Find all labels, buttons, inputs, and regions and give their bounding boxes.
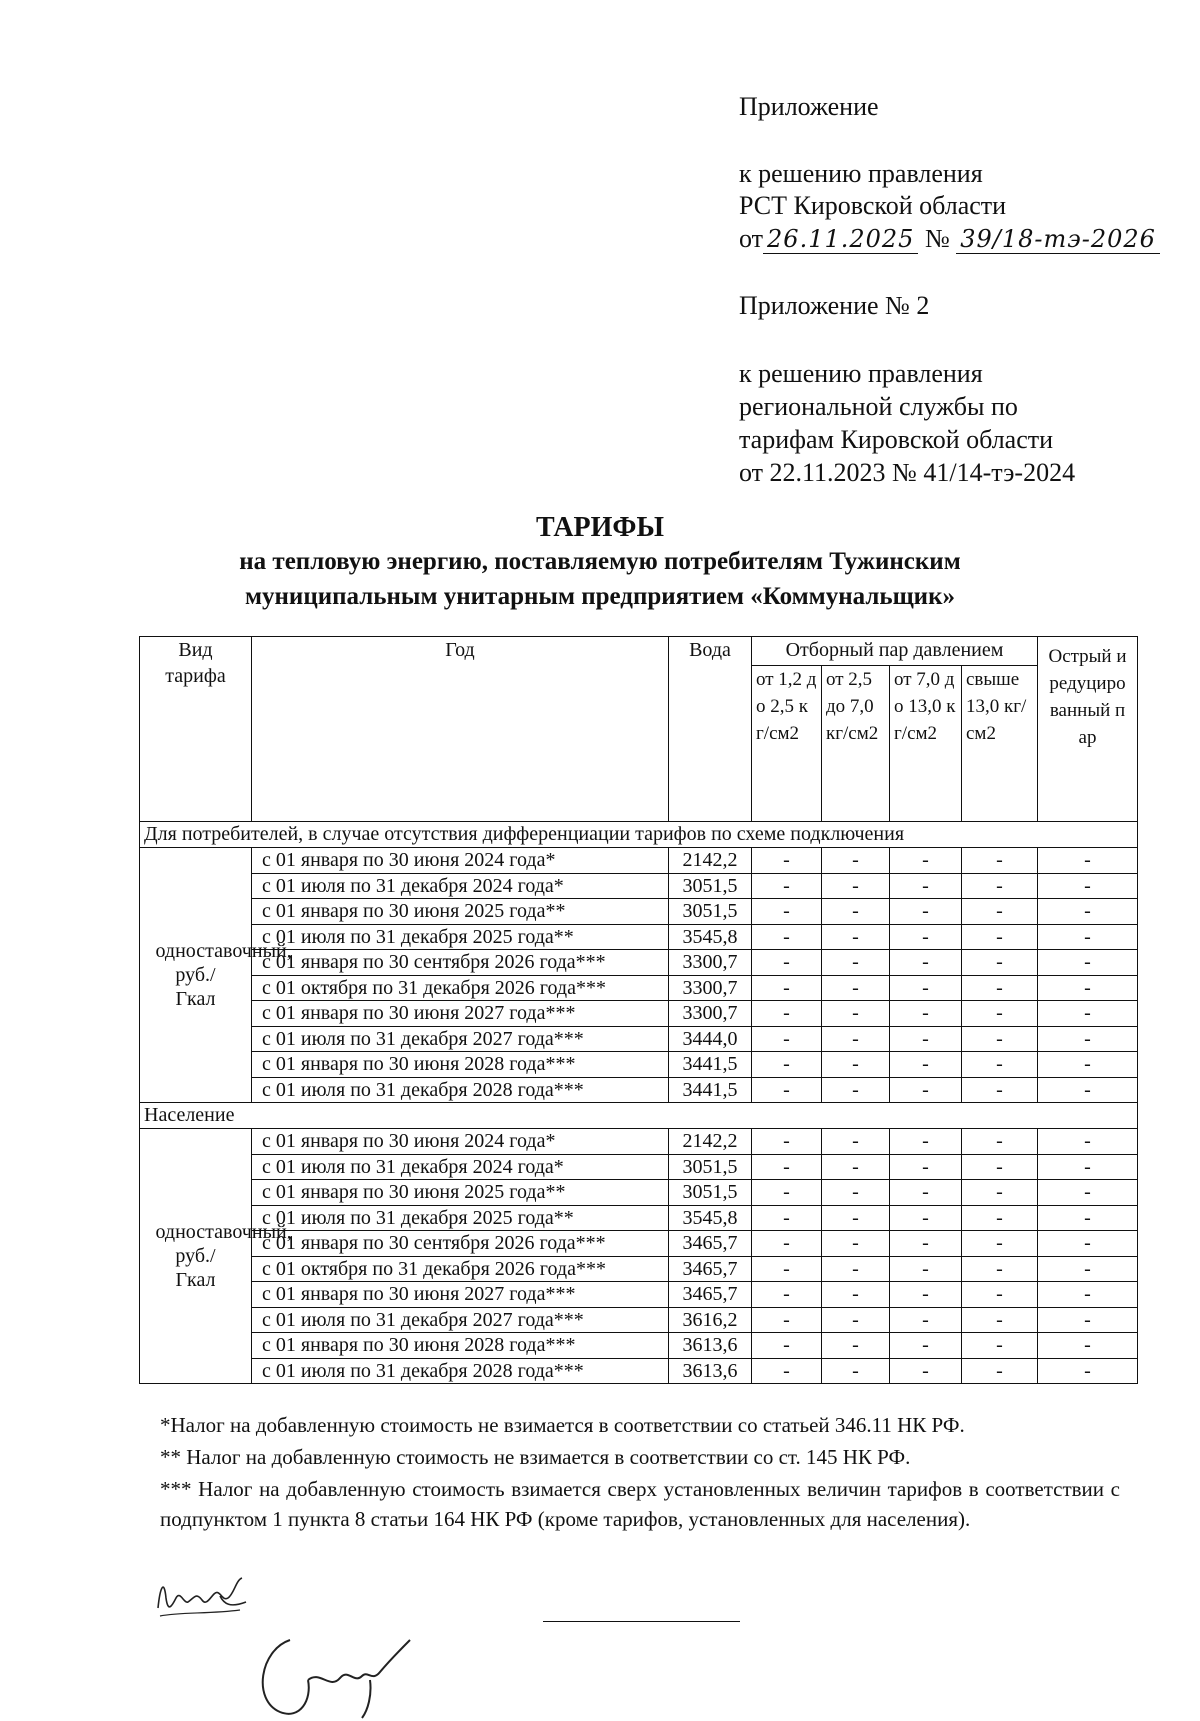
cell-s2: - bbox=[822, 1077, 890, 1103]
cell-s3: - bbox=[890, 848, 962, 874]
cell-s2: - bbox=[822, 1052, 890, 1078]
cell-water: 3051,5 bbox=[669, 873, 752, 899]
cell-s1: - bbox=[752, 924, 822, 950]
cell-s2: - bbox=[822, 1282, 890, 1308]
cell-s2: - bbox=[822, 975, 890, 1001]
cell-s3: - bbox=[890, 1205, 962, 1231]
cell-water: 3465,7 bbox=[669, 1256, 752, 1282]
cell-sharp: - bbox=[1038, 1256, 1138, 1282]
cell-s4: - bbox=[962, 1333, 1038, 1359]
header-row bbox=[140, 637, 1138, 666]
cell-sharp: - bbox=[1038, 848, 1138, 874]
table-body bbox=[140, 822, 1138, 1384]
table-row bbox=[140, 1205, 1138, 1231]
cell-sharp: - bbox=[1038, 924, 1138, 950]
cell-s1: - bbox=[752, 1307, 822, 1333]
cell-period: с 01 июля по 31 декабря 2024 года* bbox=[252, 1154, 669, 1180]
cell-period: с 01 января по 30 июня 2028 года*** bbox=[252, 1052, 669, 1078]
cell-s1: - bbox=[752, 1205, 822, 1231]
ref-line-4: от 22.11.2023 № 41/14-тэ-2024 bbox=[739, 458, 1076, 487]
cell-s1: - bbox=[752, 1129, 822, 1155]
table-row bbox=[140, 873, 1138, 899]
cell-s4: - bbox=[962, 975, 1038, 1001]
section-row bbox=[140, 1103, 1138, 1129]
cell-s3: - bbox=[890, 1358, 962, 1384]
cell-water: 3051,5 bbox=[669, 899, 752, 925]
cell-s1: - bbox=[752, 1154, 822, 1180]
cell-period: с 01 января по 30 сентября 2026 года*** bbox=[252, 1231, 669, 1257]
cell-sharp: - bbox=[1038, 1077, 1138, 1103]
cell-water: 3300,7 bbox=[669, 950, 752, 976]
cell-s3: - bbox=[890, 1026, 962, 1052]
cell-s1: - bbox=[752, 950, 822, 976]
cell-period: с 01 июля по 31 декабря 2027 года*** bbox=[252, 1307, 669, 1333]
cell-period: с 01 января по 30 июня 2024 года* bbox=[252, 848, 669, 874]
cell-s1: - bbox=[752, 1001, 822, 1027]
cell-sharp: - bbox=[1038, 1205, 1138, 1231]
cell-sharp: - bbox=[1038, 1001, 1138, 1027]
note-1: *Налог на добавленную стоимость не взимается в соответствии со статьей 346.11 НК РФ. bbox=[160, 1413, 965, 1437]
cell-s3: - bbox=[890, 975, 962, 1001]
cell-water: 3613,6 bbox=[669, 1333, 752, 1359]
number-prefix: № bbox=[924, 224, 950, 253]
header-water: Вода bbox=[669, 637, 752, 822]
cell-period: с 01 января по 30 июня 2025 года** bbox=[252, 1180, 669, 1206]
cell-water: 3545,8 bbox=[669, 924, 752, 950]
cell-period: с 01 июля по 31 декабря 2024 года* bbox=[252, 873, 669, 899]
cell-sharp: - bbox=[1038, 873, 1138, 899]
header-tariff-type: Вид тарифа bbox=[140, 637, 252, 822]
cell-s1: - bbox=[752, 873, 822, 899]
cell-s2: - bbox=[822, 1129, 890, 1155]
ref-line-3: тарифам Кировской области bbox=[739, 425, 1054, 454]
cell-water: 2142,2 bbox=[669, 848, 752, 874]
handwritten-number: 39/18-тэ-2026 bbox=[956, 225, 1160, 254]
cell-water: 3441,5 bbox=[669, 1077, 752, 1103]
cell-sharp: - bbox=[1038, 1154, 1138, 1180]
table-row bbox=[140, 924, 1138, 950]
cell-s3: - bbox=[890, 1282, 962, 1308]
cell-s3: - bbox=[890, 1231, 962, 1257]
cell-s1: - bbox=[752, 1026, 822, 1052]
cell-sharp: - bbox=[1038, 950, 1138, 976]
cell-period: с 01 июля по 31 декабря 2025 года** bbox=[252, 1205, 669, 1231]
signature bbox=[250, 1620, 420, 1721]
cell-s4: - bbox=[962, 1231, 1038, 1257]
note-2: ** Налог на добавленную стоимость не взимается в соответствии со ст. 145 НК РФ. bbox=[160, 1445, 911, 1469]
cell-period: с 01 июля по 31 декабря 2028 года*** bbox=[252, 1077, 669, 1103]
cell-s4: - bbox=[962, 1001, 1038, 1027]
handwritten-date: 26.11.2025 bbox=[763, 225, 918, 254]
cell-water: 3300,7 bbox=[669, 1001, 752, 1027]
note-3: *** Налог на добавленную стоимость взимается сверх установленных величин тарифов в соответствии с подпунктом 1 пункта 8 статьи 164 НК РФ (кроме тарифов, установленных для населения). bbox=[160, 1477, 1120, 1531]
cell-s3: - bbox=[890, 1256, 962, 1282]
decision-date-line bbox=[739, 223, 1160, 255]
table-row bbox=[140, 1052, 1138, 1078]
cell-s2: - bbox=[822, 1307, 890, 1333]
cell-s3: - bbox=[890, 1154, 962, 1180]
cell-period: с 01 октября по 31 декабря 2026 года*** bbox=[252, 1256, 669, 1282]
table-row bbox=[140, 1358, 1138, 1384]
ref-line-1: к решению правления bbox=[739, 359, 983, 388]
cell-s2: - bbox=[822, 1205, 890, 1231]
cell-s4: - bbox=[962, 1307, 1038, 1333]
divider-line bbox=[543, 1621, 740, 1622]
cell-water: 3051,5 bbox=[669, 1154, 752, 1180]
table-row bbox=[140, 848, 1138, 874]
cell-s4: - bbox=[962, 1180, 1038, 1206]
date-prefix: от bbox=[739, 224, 764, 253]
cell-s2: - bbox=[822, 1180, 890, 1206]
cell-water: 3545,8 bbox=[669, 1205, 752, 1231]
table-row bbox=[140, 1231, 1138, 1257]
cell-sharp: - bbox=[1038, 1307, 1138, 1333]
cell-s1: - bbox=[752, 1358, 822, 1384]
cell-s2: - bbox=[822, 1154, 890, 1180]
table-row bbox=[140, 950, 1138, 976]
cell-s2: - bbox=[822, 1333, 890, 1359]
cell-s2: - bbox=[822, 924, 890, 950]
cell-period: с 01 января по 30 июня 2027 года*** bbox=[252, 1282, 669, 1308]
cell-sharp: - bbox=[1038, 1282, 1138, 1308]
cell-s4: - bbox=[962, 1129, 1038, 1155]
header-steam-3: от 7,0 до 13,0 кг/см2 bbox=[890, 666, 962, 822]
appendix-label: Приложение bbox=[739, 92, 879, 121]
cell-water: 3051,5 bbox=[669, 1180, 752, 1206]
cell-s4: - bbox=[962, 924, 1038, 950]
cell-s3: - bbox=[890, 1001, 962, 1027]
cell-period: с 01 июля по 31 декабря 2025 года** bbox=[252, 924, 669, 950]
decision-line-1: к решению правления bbox=[739, 159, 983, 188]
table-row bbox=[140, 899, 1138, 925]
cell-s1: - bbox=[752, 1231, 822, 1257]
cell-period: с 01 июля по 31 декабря 2028 года*** bbox=[252, 1358, 669, 1384]
header-steam-group: Отборный пар давлением bbox=[752, 637, 1038, 666]
tariff-table bbox=[139, 636, 1138, 1384]
table-row bbox=[140, 1001, 1138, 1027]
cell-s3: - bbox=[890, 1333, 962, 1359]
cell-period: с 01 января по 30 июня 2024 года* bbox=[252, 1129, 669, 1155]
cell-sharp: - bbox=[1038, 1129, 1138, 1155]
cell-s4: - bbox=[962, 899, 1038, 925]
cell-s4: - bbox=[962, 1205, 1038, 1231]
cell-s2: - bbox=[822, 848, 890, 874]
header-sharp-steam: Острый и редуцированный пар bbox=[1038, 637, 1138, 822]
cell-water: 3465,7 bbox=[669, 1231, 752, 1257]
cell-water: 3444,0 bbox=[669, 1026, 752, 1052]
cell-sharp: - bbox=[1038, 1333, 1138, 1359]
header-year: Год bbox=[252, 637, 669, 822]
cell-s1: - bbox=[752, 1052, 822, 1078]
cell-s1: - bbox=[752, 1180, 822, 1206]
cell-sharp: - bbox=[1038, 1180, 1138, 1206]
cell-s1: - bbox=[752, 1333, 822, 1359]
decision-line-2: РСТ Кировской области bbox=[739, 191, 1007, 220]
cell-sharp: - bbox=[1038, 1026, 1138, 1052]
cell-sharp: - bbox=[1038, 1358, 1138, 1384]
header-steam-4: свыше 13,0 кг/см2 bbox=[962, 666, 1038, 822]
cell-period: с 01 января по 30 сентября 2026 года*** bbox=[252, 950, 669, 976]
section-title: Для потребителей, в случае отсутствия дифференциации тарифов по схеме подключения bbox=[140, 822, 1138, 848]
table-row bbox=[140, 1180, 1138, 1206]
cell-water: 3613,6 bbox=[669, 1358, 752, 1384]
tariff-type-cell: одноставочный, руб./Гкал bbox=[140, 1129, 252, 1384]
cell-period: с 01 января по 30 июня 2027 года*** bbox=[252, 1001, 669, 1027]
document-subtitle-1: на тепловую энергию, поставляемую потребителям Тужинским bbox=[239, 548, 961, 575]
table-row bbox=[140, 1129, 1138, 1155]
cell-s2: - bbox=[822, 873, 890, 899]
cell-period: с 01 января по 30 июня 2028 года*** bbox=[252, 1333, 669, 1359]
cell-water: 3616,2 bbox=[669, 1307, 752, 1333]
header-steam-2: от 2,5 до 7,0 кг/см2 bbox=[822, 666, 890, 822]
cell-s4: - bbox=[962, 1282, 1038, 1308]
cell-water: 3465,7 bbox=[669, 1282, 752, 1308]
cell-s3: - bbox=[890, 1129, 962, 1155]
section-title: Население bbox=[140, 1103, 1138, 1129]
cell-s4: - bbox=[962, 848, 1038, 874]
cell-sharp: - bbox=[1038, 1231, 1138, 1257]
cell-sharp: - bbox=[1038, 975, 1138, 1001]
cell-s4: - bbox=[962, 1026, 1038, 1052]
cell-s3: - bbox=[890, 924, 962, 950]
document-subtitle-2: муниципальным унитарным предприятием «Коммунальщик» bbox=[245, 583, 955, 610]
table-row bbox=[140, 1154, 1138, 1180]
cell-s3: - bbox=[890, 1180, 962, 1206]
cell-period: с 01 января по 30 июня 2025 года** bbox=[252, 899, 669, 925]
table-row bbox=[140, 1333, 1138, 1359]
cell-s2: - bbox=[822, 1001, 890, 1027]
cell-s4: - bbox=[962, 873, 1038, 899]
cell-period: с 01 октября по 31 декабря 2026 года*** bbox=[252, 975, 669, 1001]
cell-s2: - bbox=[822, 1026, 890, 1052]
table-row bbox=[140, 1077, 1138, 1103]
table-row bbox=[140, 1026, 1138, 1052]
section-row bbox=[140, 822, 1138, 848]
table-row bbox=[140, 1307, 1138, 1333]
cell-water: 3441,5 bbox=[669, 1052, 752, 1078]
cell-s2: - bbox=[822, 1231, 890, 1257]
table-row bbox=[140, 1256, 1138, 1282]
cell-s3: - bbox=[890, 950, 962, 976]
cell-s4: - bbox=[962, 1358, 1038, 1384]
cell-s2: - bbox=[822, 899, 890, 925]
cell-s1: - bbox=[752, 899, 822, 925]
cell-s3: - bbox=[890, 1077, 962, 1103]
tariff-type-cell: одноставочный, руб./Гкал bbox=[140, 848, 252, 1103]
cell-s2: - bbox=[822, 950, 890, 976]
table-row bbox=[140, 975, 1138, 1001]
cell-sharp: - bbox=[1038, 1052, 1138, 1078]
cell-water: 2142,2 bbox=[669, 1129, 752, 1155]
header-steam-1: от 1,2 до 2,5 кг/см2 bbox=[752, 666, 822, 822]
cell-s3: - bbox=[890, 1052, 962, 1078]
cell-s3: - bbox=[890, 1307, 962, 1333]
cell-s4: - bbox=[962, 950, 1038, 976]
table-row bbox=[140, 1282, 1138, 1308]
cell-sharp: - bbox=[1038, 899, 1138, 925]
cell-s4: - bbox=[962, 1256, 1038, 1282]
cell-s1: - bbox=[752, 1282, 822, 1308]
cell-s4: - bbox=[962, 1052, 1038, 1078]
cell-s1: - bbox=[752, 1077, 822, 1103]
cell-s2: - bbox=[822, 1256, 890, 1282]
document-title: ТАРИФЫ bbox=[536, 512, 664, 543]
cell-s4: - bbox=[962, 1154, 1038, 1180]
cell-period: с 01 июля по 31 декабря 2027 года*** bbox=[252, 1026, 669, 1052]
ref-line-2: региональной службы по bbox=[739, 392, 1018, 421]
cell-s2: - bbox=[822, 1358, 890, 1384]
cell-s1: - bbox=[752, 1256, 822, 1282]
cell-s3: - bbox=[890, 899, 962, 925]
appendix-2-label: Приложение № 2 bbox=[739, 291, 930, 320]
cell-s1: - bbox=[752, 848, 822, 874]
cell-s1: - bbox=[752, 975, 822, 1001]
cell-s4: - bbox=[962, 1077, 1038, 1103]
signature-initials bbox=[150, 1568, 260, 1628]
cell-water: 3300,7 bbox=[669, 975, 752, 1001]
cell-s3: - bbox=[890, 873, 962, 899]
